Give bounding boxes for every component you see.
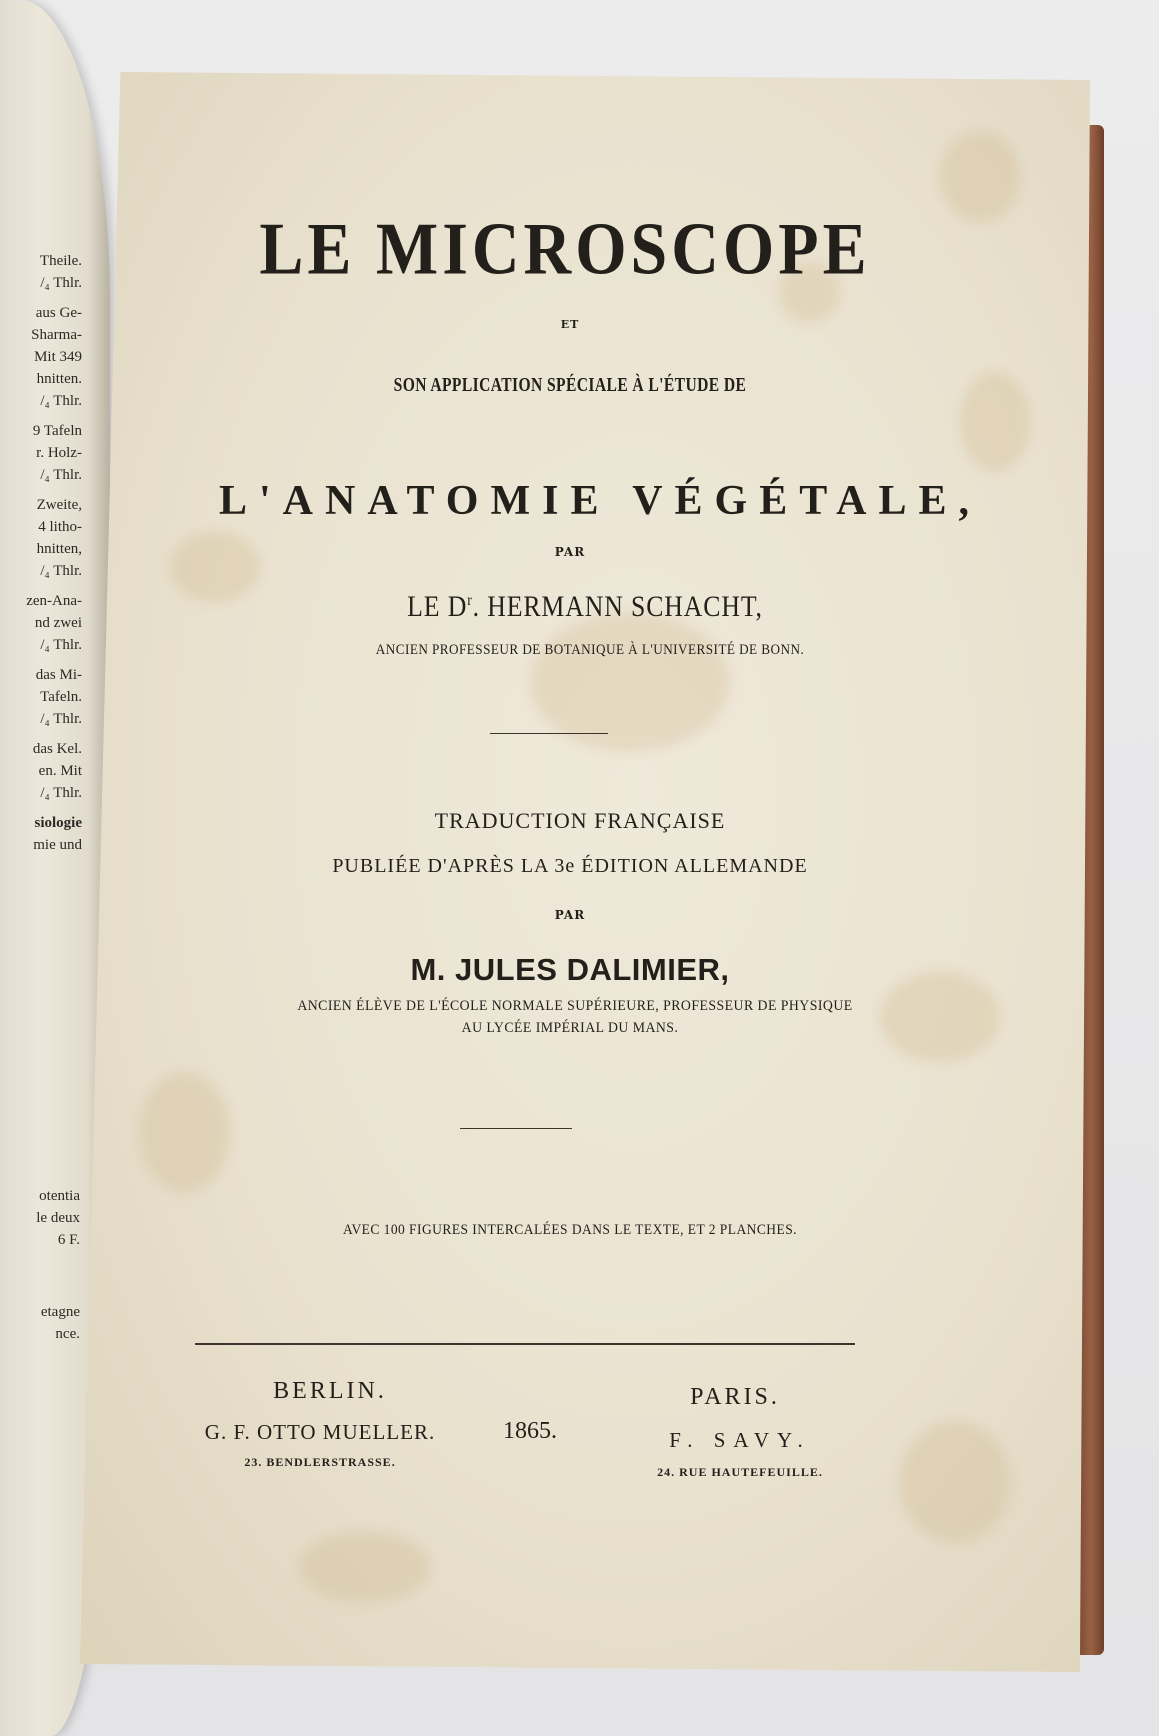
left-line: das Kel. [32, 741, 82, 757]
left-line: /₄ Thlr. [40, 393, 82, 409]
left-line: /₄ Thlr. [40, 637, 82, 653]
imprint-left-publisher: G. F. OTTO MUELLER. [204, 1420, 436, 1444]
imprint-right-publisher: F. SAVY. [669, 1428, 811, 1452]
left-line: Sharma- [31, 327, 82, 343]
left-line: aus Ge- [35, 305, 82, 321]
left-line: siologie [34, 815, 82, 831]
left-line: en. Mit [38, 763, 82, 779]
left-line: Zweite, [36, 497, 82, 513]
imprint-rule [195, 1343, 855, 1345]
author-description: ANCIEN PROFESSEUR DE BOTANIQUE À L'UNIVERSITÉ DE BONN. [375, 642, 805, 658]
imprint-year: 1865. [503, 1418, 557, 1444]
title-conjunction: ET [560, 318, 580, 331]
figures-note: AVEC 100 FIGURES INTERCALÉES DANS LE TEXTE, ET 2 PLANCHES. [343, 1222, 797, 1238]
left-line: 9 Tafeln [32, 423, 82, 439]
imprint-right-address: 24. RUE HAUTEFEUILLE. [657, 1465, 823, 1479]
left-line: 6 F. [57, 1232, 80, 1248]
left-line: das Mi- [35, 667, 82, 683]
left-line: hnitten, [36, 541, 82, 557]
left-line: Mit 349 [34, 349, 82, 365]
book-subject: L'ANATOMIE VÉGÉTALE, [218, 478, 981, 524]
left-line: mie und [33, 837, 82, 853]
left-line: /₄ Thlr. [40, 275, 82, 291]
imprint-left-address: 23. BENDLERSTRASSE. [244, 1455, 396, 1469]
divider-rule [460, 1128, 572, 1129]
by-label: PAR [554, 545, 586, 559]
left-line: /₄ Thlr. [40, 785, 82, 801]
left-page-column-top [2, 250, 82, 856]
left-line: zen-Ana- [26, 593, 82, 609]
author-name: LE $D^r$. HERMANN SCHACHT, [407, 590, 763, 623]
left-line: le deux [36, 1210, 80, 1226]
left-line: r. Holz- [36, 445, 82, 461]
left-line: nce. [55, 1326, 80, 1342]
left-page-column-bottom [0, 1185, 80, 1345]
translator-description-2: AU LYCÉE IMPÉRIAL DU MANS. [461, 1020, 679, 1036]
book-subtitle: SON APPLICATION SPÉCIALE À L'ÉTUDE DE [393, 374, 747, 396]
left-line: nd zwei [34, 615, 82, 631]
book-title: LE MICROSCOPE [259, 208, 871, 291]
left-line: etagne [40, 1304, 80, 1320]
divider-rule [490, 733, 608, 734]
translator-description: ANCIEN ÉLÈVE DE L'ÉCOLE NORMALE SUPÉRIEURE, PROFESSEUR DE PHYSIQUE [297, 998, 853, 1014]
translation-edition: PUBLIÉE D'APRÈS LA 3e ÉDITION ALLEMANDE [332, 855, 808, 877]
left-line: /₄ Thlr. [40, 467, 82, 483]
translation-heading: TRADUCTION FRANÇAISE [434, 808, 726, 833]
left-line: otentia [39, 1188, 80, 1204]
imprint-left-city: BERLIN. [273, 1378, 387, 1404]
left-line: Tafeln. [40, 689, 82, 705]
imprint-right-city: PARIS. [690, 1384, 780, 1410]
left-line: /₄ Thlr. [40, 711, 82, 727]
left-line: Theile. [39, 253, 82, 269]
left-line: /₄ Thlr. [40, 563, 82, 579]
left-line: 4 litho- [38, 519, 82, 535]
translator-name: M. JULES DALIMIER, [410, 952, 730, 987]
title-page-content [80, 0, 1090, 1736]
by-label-translator: PAR [554, 908, 586, 922]
left-line: hnitten. [36, 371, 82, 387]
